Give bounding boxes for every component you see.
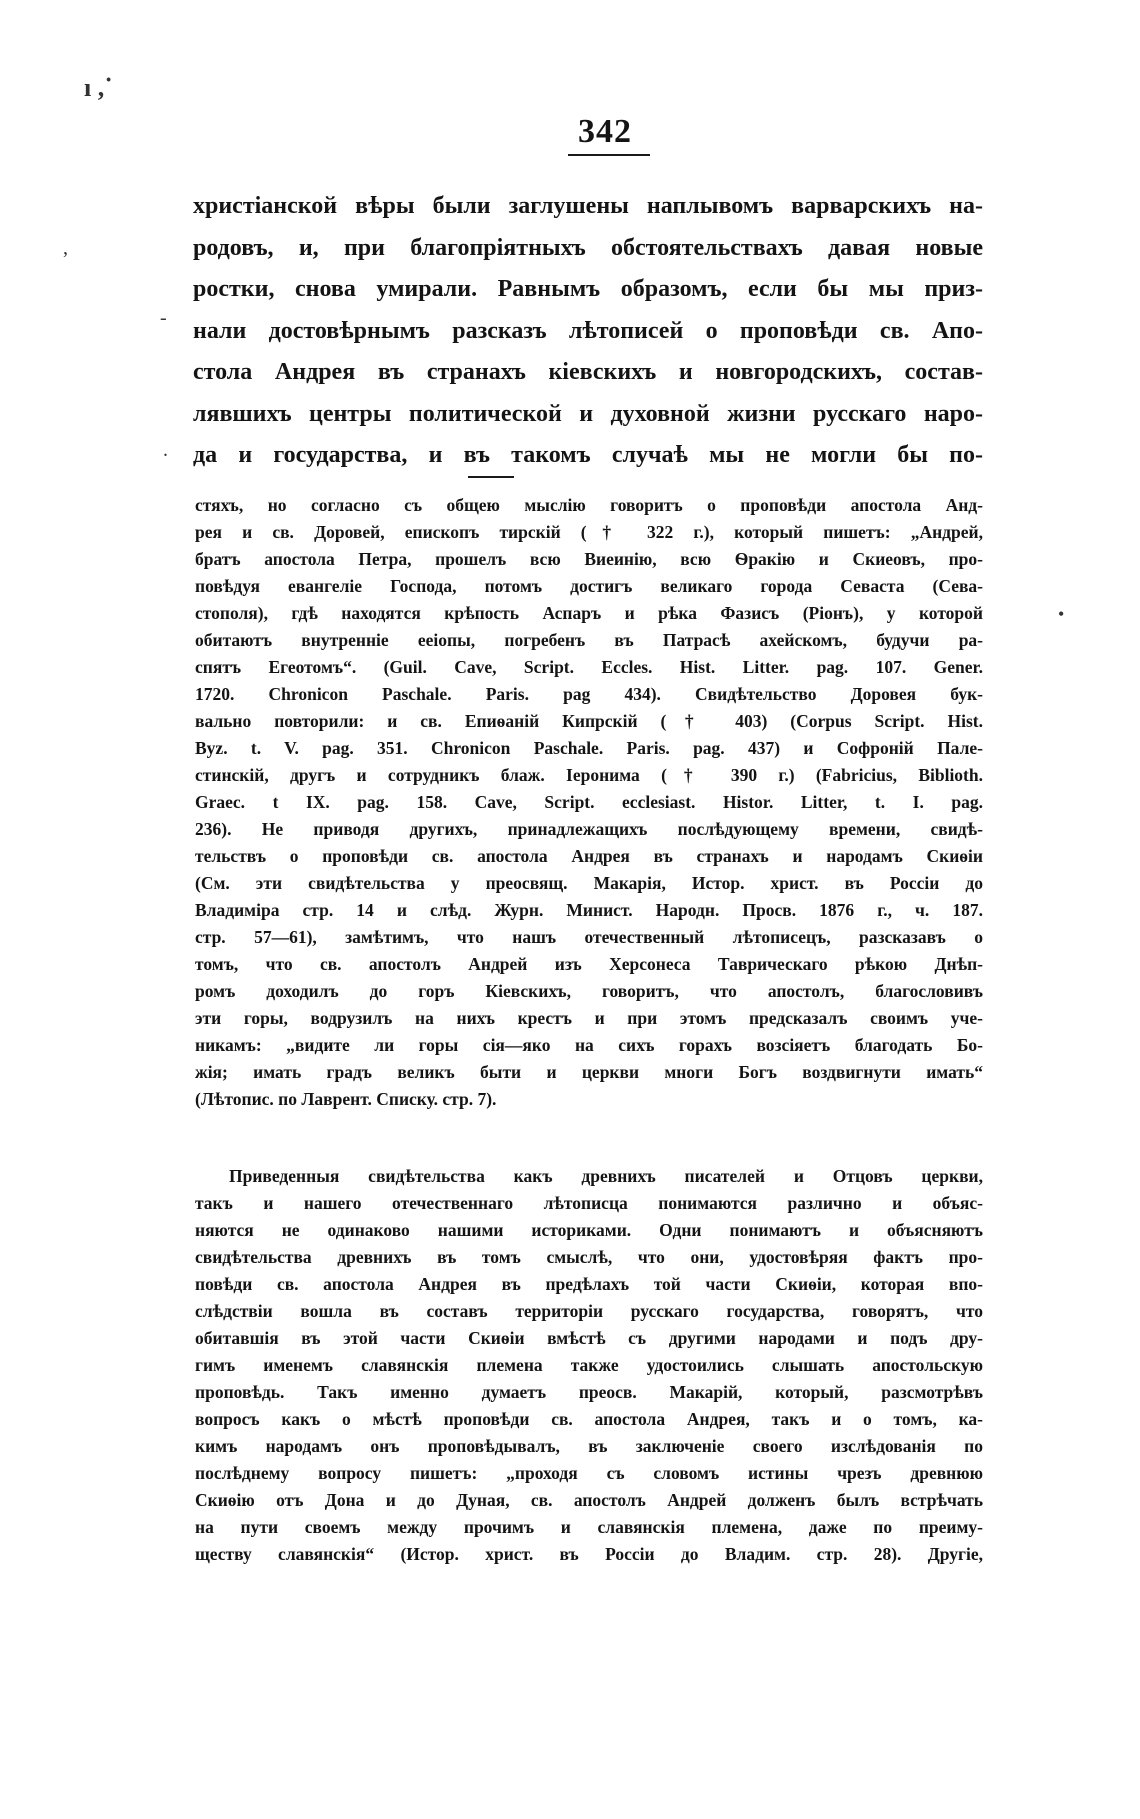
margin-mark-left-1: , <box>63 237 68 259</box>
page-number: 342 <box>578 113 632 150</box>
footnote-line: Скиѳію отъ Дона и до Дуная, св. апостолъ Андрей долженъ былъ встрѣчать <box>195 1490 983 1510</box>
footnote-line: ществу славянскія“ (Истор. христ. въ Россіи до Владим. стр. 28). Другіе, <box>195 1544 983 1564</box>
footnote-line: (См. эти свидѣтельства у преосвящ. Макарія, Истор. христ. въ Россіи до <box>195 873 983 893</box>
footnote-line: жія; имать градъ великъ быти и церкви многи Богъ воздвигнути имать“ <box>195 1062 983 1082</box>
footnote-line: (Лѣтопис. по Лаврент. Списку. стр. 7). <box>195 1089 497 1109</box>
footnote-block <box>195 492 983 1113</box>
footnote-line: стр. 57—61), замѣтимъ, что нашъ отечественный лѣтописецъ, разсказавъ о <box>195 927 983 947</box>
main-text-line: стола Андрея въ странахъ кіевскихъ и новгородскихъ, состав- <box>193 359 983 385</box>
footnote-line: свидѣтельства древнихъ въ томъ смыслѣ, что они, удостовѣряя фактъ про- <box>195 1247 983 1267</box>
footnote-line: братъ апостола Петра, прошелъ всю Виеинію, всю Ѳракію и Скиеовъ, про- <box>195 549 983 569</box>
footnote-line: Graec. t IX. pag. 158. Cave, Script. ecclesiast. Histor. Litter, t. I. pag. <box>195 792 983 812</box>
footnote-line: 1720. Chronicon Paschale. Paris. pag 434). Свидѣтельство Доровея бук- <box>195 684 983 704</box>
main-text-line: да и государства, и въ такомъ случаѣ мы не могли бы по- <box>193 442 983 468</box>
footnote-continued-block <box>195 1163 983 1568</box>
footnote-line: тельствъ о проповѣди св. апостола Андрея въ странахъ и народамъ Скиѳіи <box>195 846 983 866</box>
footnote-line: повѣдуя евангеліе Господа, потомъ достигъ великаго города Севаста (Сева- <box>195 576 983 596</box>
footnote-line: стинскій, другъ и сотрудникъ блаж. Іеронима († 390 г.) (Fabricius, Biblioth. <box>195 765 983 785</box>
footnote-line: Владиміра стр. 14 и слѣд. Журн. Минист. Народн. Просв. 1876 г., ч. 187. <box>195 900 983 920</box>
footnote-line: вально повторили: и св. Епиѳаній Кипрскій († 403) (Corpus Script. Hist. <box>195 711 983 731</box>
footnote-line: ромъ доходилъ до горъ Кіевскихъ, говоритъ, что апостолъ, благословивъ <box>195 981 983 1001</box>
footnote-line: няются не одинаково нашими историками. Одни понимаютъ и объясняютъ <box>195 1220 983 1240</box>
footnote-line: повѣди св. апостола Андрея въ предѣлахъ той части Скиѳіи, которая впо- <box>195 1274 983 1294</box>
footnote-line: томъ, что св. апостолъ Андрей изъ Херсонеса Таврическаго рѣкою Днѣп- <box>195 954 983 974</box>
footnote-line: такъ и нашего отечественнаго лѣтописца понимаются различно и объяс- <box>195 1193 983 1213</box>
main-text-line: нали достовѣрнымъ разсказъ лѣтописей о проповѣди св. Апо- <box>193 317 983 344</box>
footnote-line: слѣдствіи вошла въ составъ территоріи русскаго государства, говорятъ, что <box>195 1301 983 1321</box>
margin-mark-right-1: • <box>1058 604 1065 624</box>
footnote-line: стяхъ, но согласно съ общею мыслію говоритъ о проповѣди апостола Анд- <box>195 495 983 515</box>
footnote-line: послѣднему вопросу пишетъ: „проходя съ словомъ истины чрезъ древнюю <box>195 1463 983 1483</box>
footnote-line: стополя), гдѣ находятся крѣпость Аспаръ и рѣка Фазисъ (Ріонъ), у которой <box>195 603 983 623</box>
page-number-rule <box>568 154 650 156</box>
main-text-line: родовъ, и, при благопріятныхъ обстоятельствахъ давая новые <box>193 234 983 261</box>
footnote-paragraph-first-line: Приведенныя свидѣтельства какъ древнихъ писателей и Отцовъ церкви, <box>229 1166 983 1186</box>
footnote-line: рея и св. Доровей, епископъ тирскій († 322 г.), который пишетъ: „Андрей, <box>195 522 983 542</box>
margin-mark-left-2: - <box>160 307 167 329</box>
footnote-line: обитаютъ внутренніе ееіопы, погребенъ въ Патрасѣ ахейскомъ, будучи ра- <box>195 630 983 650</box>
footnote-line: обитавшія въ этой части Скиѳіи вмѣстѣ съ другими народами и подъ дру- <box>195 1328 983 1348</box>
footnote-line: никамъ: „видите ли горы сія—яко на сихъ горахъ возсіяетъ благодать Бо- <box>195 1035 983 1055</box>
footnote-line: гимъ именемъ славянскія племена также удостоились слышать апостольскую <box>195 1355 983 1375</box>
main-text-block <box>193 186 983 477</box>
footnote-line: вопросъ какъ о мѣстѣ проповѣди св. апостола Андрея, такъ и о томъ, ка- <box>195 1409 983 1429</box>
footnote-separator <box>468 476 514 478</box>
main-text-line: христіанской вѣры были заглушены наплывомъ варварскихъ на- <box>193 193 983 219</box>
footnote-line: на пути своемъ между прочимъ и славянскія племена, даже по преиму- <box>195 1517 983 1537</box>
footnote-line: спятъ Егеотомъ“. (Guil. Cave, Script. Eccles. Hist. Litter. pag. 107. Gener. <box>195 657 983 677</box>
footnote-line: кимъ народамъ онъ проповѣдывалъ, въ заключеніе своего изслѣдованія по <box>195 1436 983 1456</box>
footnote-line: проповѣдь. Такъ именно думаетъ преосв. Макарій, который, разсмотрѣвъ <box>195 1382 983 1402</box>
footnote-line: 236). Не приводя другихъ, принадлежащихъ послѣдующему времени, свидѣ- <box>195 819 983 839</box>
footnote-line: Byz. t. V. pag. 351. Chronicon Paschale. Paris. pag. 437) и Софроній Пале- <box>195 738 983 758</box>
main-text-line: лявшихъ центры политической и духовной жизни русскаго наро- <box>193 400 983 427</box>
margin-mark-left-3: . <box>163 439 168 461</box>
main-text-line: ростки, снова умирали. Равнымъ образомъ, если бы мы приз- <box>193 276 983 302</box>
footnote-line: эти горы, водрузилъ на нихъ крестъ и при этомъ предсказалъ своимъ уче- <box>195 1008 983 1028</box>
margin-mark-top-left: ı ,˙ <box>84 73 113 102</box>
